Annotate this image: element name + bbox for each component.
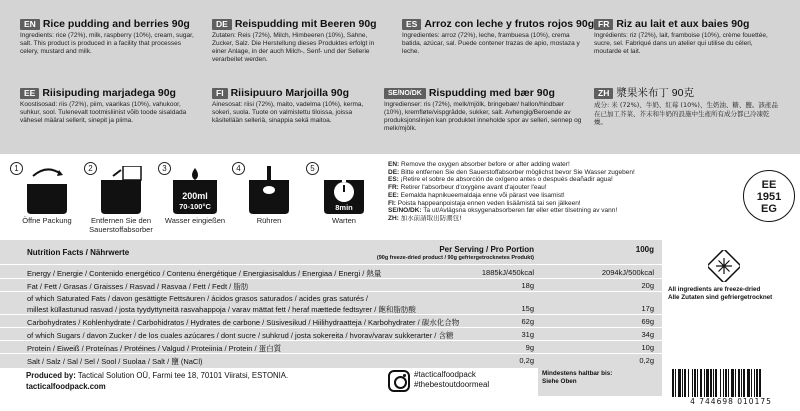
snowflake-box-icon — [708, 250, 740, 282]
nutrient-label: millest küllastunud rasvad / josta tyydyttyneitä rasvahappoja / varav mättat fett / heraf mættede fedtsyrer / 飽和脂肪酸 — [27, 305, 416, 314]
producer-address: Tactical Solution OÜ, Farmi tee 18, 70101 Viiratsi, ESTONIA. — [77, 371, 289, 380]
ingredients-es — [402, 18, 595, 56]
open-pack-icon — [19, 166, 75, 216]
barcode-bar — [731, 369, 734, 397]
per-100g-value: 0,2g — [639, 356, 654, 365]
per-serving-head: Per Serving / Pro Portion — [439, 245, 534, 254]
barcode-bar — [675, 369, 676, 397]
nutrient-label: of which Sugars / davon Zucker / de los cuales azúcares / dont sucre / suhkrud / josta sokereita / hvorav/varav sukkerarter / 含糖 — [27, 331, 454, 340]
wait-time-label: 8min — [335, 203, 353, 212]
nutrition-table — [0, 240, 662, 368]
per-100g-value: 69g — [641, 317, 654, 326]
lang-badge: EE — [20, 88, 39, 99]
hashtag: #tacticalfoodpack — [414, 370, 476, 379]
barcode-bar — [706, 369, 709, 397]
oxygen-absorber-instructions — [388, 161, 740, 223]
step-remove-absorber — [84, 160, 158, 238]
instruction-line: EN: Remove the oxygen absorber before or after adding water! — [388, 161, 570, 168]
barcode-bar — [738, 369, 740, 397]
barcode-bar — [682, 369, 683, 397]
nutrient-label: Carbohydrates / Kohlenhydrate / Carbohidratos / Hydrates de carbone / Süsivesikud / Hiilihydraatteja / Karbohydrater / 碳水化合物 — [27, 318, 460, 327]
per-serving-value: 0,2g — [519, 356, 534, 365]
absorber-pack-icon — [93, 166, 149, 216]
step-caption: Rühren — [256, 216, 282, 225]
water-temperature-label: 70-100°C — [179, 202, 211, 211]
product-title: Riz au lait et aux baies 90g — [616, 18, 750, 30]
lang-badge: ZH — [594, 88, 613, 99]
ingredients-panel — [0, 0, 800, 154]
hashtag: #thebestoutdoormeal — [414, 380, 490, 389]
step-caption: Warten — [332, 216, 356, 225]
lang-badge: DE — [212, 19, 232, 30]
barcode-bar — [720, 369, 721, 397]
freeze-dried-note — [668, 286, 798, 301]
ingredients-fi — [212, 87, 380, 125]
step-caption: Öffne Packung — [22, 216, 72, 225]
barcode-bar — [741, 369, 742, 397]
nutrient-label: Fat / Fett / Grasas / Graisses / Rasvad / Rasvaa / Fett / Fedt / 脂肪 — [27, 282, 249, 291]
lang-badge: EN — [20, 19, 40, 30]
barcode-bar — [725, 369, 727, 397]
instruction-line: ES: ¡Retire el sobre de absorción de oxígeno antes o después deañadir agua! — [388, 176, 613, 184]
per-100g-head: 100g — [635, 245, 654, 254]
barcode — [668, 368, 794, 398]
step-caption: Wasser eingießen — [164, 216, 226, 225]
website-link[interactable]: tacticalfoodpack.com — [26, 382, 106, 391]
ingredients-text: Ainesosat: riisi (72%), maito, vadelma (10%), kerma, sokeri, suola. Tuote on valmistettu tiloissa, joissa käsitellään selleriä, sinappia sekä maitoa. — [212, 101, 364, 124]
step-number: 2 — [84, 162, 97, 175]
per-serving-value: 9g — [525, 343, 534, 352]
barcode-bar — [700, 369, 702, 397]
best-before-label: Mindestens haltbar bis: — [542, 370, 613, 377]
ingredients-text: Koostisosad: riis (72%), piim, vaarikas (10%), vahukoor, suhkur, sool. Tulenevalt tootmisliinist võib toode sisaldada vähesel määral sellerit, sinepit ja piima. — [20, 101, 187, 124]
producer-info — [26, 371, 288, 381]
product-title: Rispudding med bær 90g — [428, 87, 555, 99]
per-100g-value: 10g — [641, 343, 654, 352]
lang-badge: SE/NO/DK — [384, 88, 426, 99]
instruction-line: FI: Poista happeanpoistaja ennen veden lisäämistä tai sen jälkeen! — [388, 199, 581, 207]
barcode-bar — [754, 369, 755, 397]
per-serving-value: 31g — [521, 330, 534, 339]
barcode-bar — [723, 369, 724, 397]
product-title: Arroz con leche y frutos rojos 90g — [424, 18, 595, 30]
per-100g-value: 2094kJ/500kcal — [601, 268, 654, 277]
lang-badge: FI — [212, 88, 228, 99]
ingredients-se-no-dk — [384, 87, 584, 133]
ingredients-text: 成分: 米 (72%)、牛奶、紅莓 (10%)、生奶油、糖、鹽。該產品在已加工芥菜、芥末和牛奶的設施中生產所有成分都已冷凍乾燥。 — [594, 101, 778, 126]
ingredients-fr — [594, 18, 778, 56]
barcode-bar — [688, 369, 689, 397]
barcode-bar — [735, 369, 736, 397]
per-serving-value: 62g — [521, 317, 534, 326]
barcode-bar — [710, 369, 712, 397]
per-serving-value: 18g — [521, 281, 534, 290]
instruction-line: FR: Retirer l'absorbeur d'oxygène avant d'ajouter l'eau! — [388, 184, 547, 192]
per-100g-value: 17g — [641, 304, 654, 313]
stamp-line: EE — [761, 179, 777, 191]
step-number: 4 — [232, 162, 245, 175]
best-before-value: Siehe Oben — [542, 377, 577, 385]
product-title: 漿果米布丁 90克 — [616, 87, 694, 99]
product-title: Reispudding mit Beeren 90g — [234, 18, 377, 30]
ee-health-mark — [743, 170, 795, 222]
step-number: 3 — [158, 162, 171, 175]
step-wait — [306, 160, 382, 238]
barcode-bar — [713, 369, 714, 397]
lang-badge: ES — [402, 19, 421, 30]
ingredients-ee — [20, 87, 196, 125]
barcode-bar — [756, 369, 758, 397]
instruction-line: ZH: 加水前請取出防潮包! — [388, 214, 462, 222]
ingredients-text: Ingredients: rice (72%), milk, raspberry (10%), cream, sugar, salt. This product is produced in a facility that processes celery, mustard and milk. — [20, 32, 194, 55]
step-open-pack — [10, 160, 84, 238]
stamp-line: 1951 — [756, 191, 782, 203]
stamp-line: EG — [761, 203, 777, 215]
barcode-bar — [672, 369, 674, 397]
instruction-line: DE: Bitte entfernen Sie den Sauerstoffabsorber möglichst bevor Sie Wasser zugeben! — [388, 168, 635, 176]
ingredients-de — [212, 18, 386, 64]
ingredients-text: Zutaten: Reis (72%), Milch, Himbeeren (10%), Sahne, Zucker, Salz. Die Herstellung dieses Produktes erfolgt in einer Anlage, in der auch Milch-, Senf- und der Sellerie verarbeitet werden. — [212, 32, 375, 63]
freeze-note-line: Alle Zutaten sind gefriergetrocknet — [668, 293, 773, 301]
ingredients-text: Ingredienser: ris (72%), melk/mjölk, bringebær/ hallon/hindbær (10%), kremfløte/vispgrädde, sukker, salt. Avhengig/Beroende av produksjonslinjen kan produktet inneholde spor av selleri, sennep og melk/mjölk. — [384, 101, 582, 132]
step-number: 5 — [306, 162, 319, 175]
nutrient-label: of which Saturated Fats / davon gesättigte Fettsäuren / ácidos grasos saturados / acides gras saturés / — [27, 294, 369, 303]
instagram-icon — [388, 370, 410, 392]
step-add-water — [158, 160, 232, 238]
instruction-line: EE: Eemalda hapnikueemaldaja enne või pärast vee lisamist! — [388, 191, 565, 199]
per-serving-subhead: (90g freeze-dried product / 90g gefriergetrocknetes Produkt) — [376, 255, 534, 261]
best-before-box — [538, 368, 662, 396]
footer — [0, 368, 800, 411]
barcode-digits: 4 744698 010175 — [690, 397, 772, 406]
per-serving-value: 1885kJ/450kcal — [481, 268, 534, 277]
nutrient-label: Protein / Eiweiß / Proteínas / Protéines / Valgud / Proteiinia / Protein / 蛋白質 — [27, 344, 282, 353]
barcode-bar — [692, 369, 693, 397]
preparation-steps — [10, 160, 382, 238]
freeze-note-line: All ingredients are freeze-dried — [668, 286, 761, 293]
barcode-bar — [747, 369, 750, 397]
barcode-bar — [684, 369, 686, 397]
per-100g-value: 34g — [641, 330, 654, 339]
step-number: 1 — [10, 162, 23, 175]
water-volume-label: 200ml — [182, 191, 208, 201]
barcode-bar — [697, 369, 698, 397]
stir-spoon-icon — [241, 166, 297, 216]
barcode-bar — [751, 369, 752, 397]
lang-badge: FR — [594, 19, 613, 30]
product-title: Riisipuding marjadega 90g — [42, 87, 176, 99]
per-serving-value: 15g — [521, 304, 534, 313]
nutrient-label: Energy / Energie / Contenido energético / Contenu énergétique / Energiasisaldus / Energiaa / Energi / 熱量 — [27, 269, 382, 278]
barcode-bar — [728, 369, 729, 397]
instruction-line: SE/NO/DK: Ta ut/Avlägsna oksygenabsorberen før eller etter tilsetning av vann! — [388, 207, 618, 215]
barcode-bar — [678, 369, 681, 397]
ingredients-text: Ingrédients: riz (72%), lait, framboise (10%), crème fouettée, sucre, sel. Fabriqué dans un atelier qui utilise du céleri, moutarde et lait. — [594, 32, 768, 55]
product-title: Riisipuuro Marjoilla 90g — [230, 87, 350, 99]
step-stir — [232, 160, 306, 238]
nutrition-title: Nutrition Facts / Nährwerte — [27, 248, 130, 257]
ingredients-en — [20, 18, 196, 56]
barcode-bar — [704, 369, 705, 397]
barcode-bar — [715, 369, 717, 397]
producer-label: Produced by: — [26, 371, 76, 380]
barcode-bar — [759, 369, 761, 397]
per-100g-value: 20g — [641, 281, 654, 290]
nutrient-label: Salt / Salz / Sal / Sel / Sool / Suolaa / Salt / 鹽 (NaCl) — [27, 357, 203, 366]
ingredients-text: Ingredientes: arroz (72%), leche, frambuesa (10%), crema batida, azúcar, sal. Puede contener trazas de apio, mostaza y leche. — [402, 32, 580, 55]
barcode-bar — [694, 369, 696, 397]
product-title: Rice pudding and berries 90g — [42, 18, 190, 30]
barcode-bar — [743, 369, 745, 397]
hashtags — [414, 370, 489, 390]
ingredients-zh — [594, 87, 778, 127]
step-caption: Entfernen Sie den Sauerstoffabsorber — [89, 216, 153, 234]
